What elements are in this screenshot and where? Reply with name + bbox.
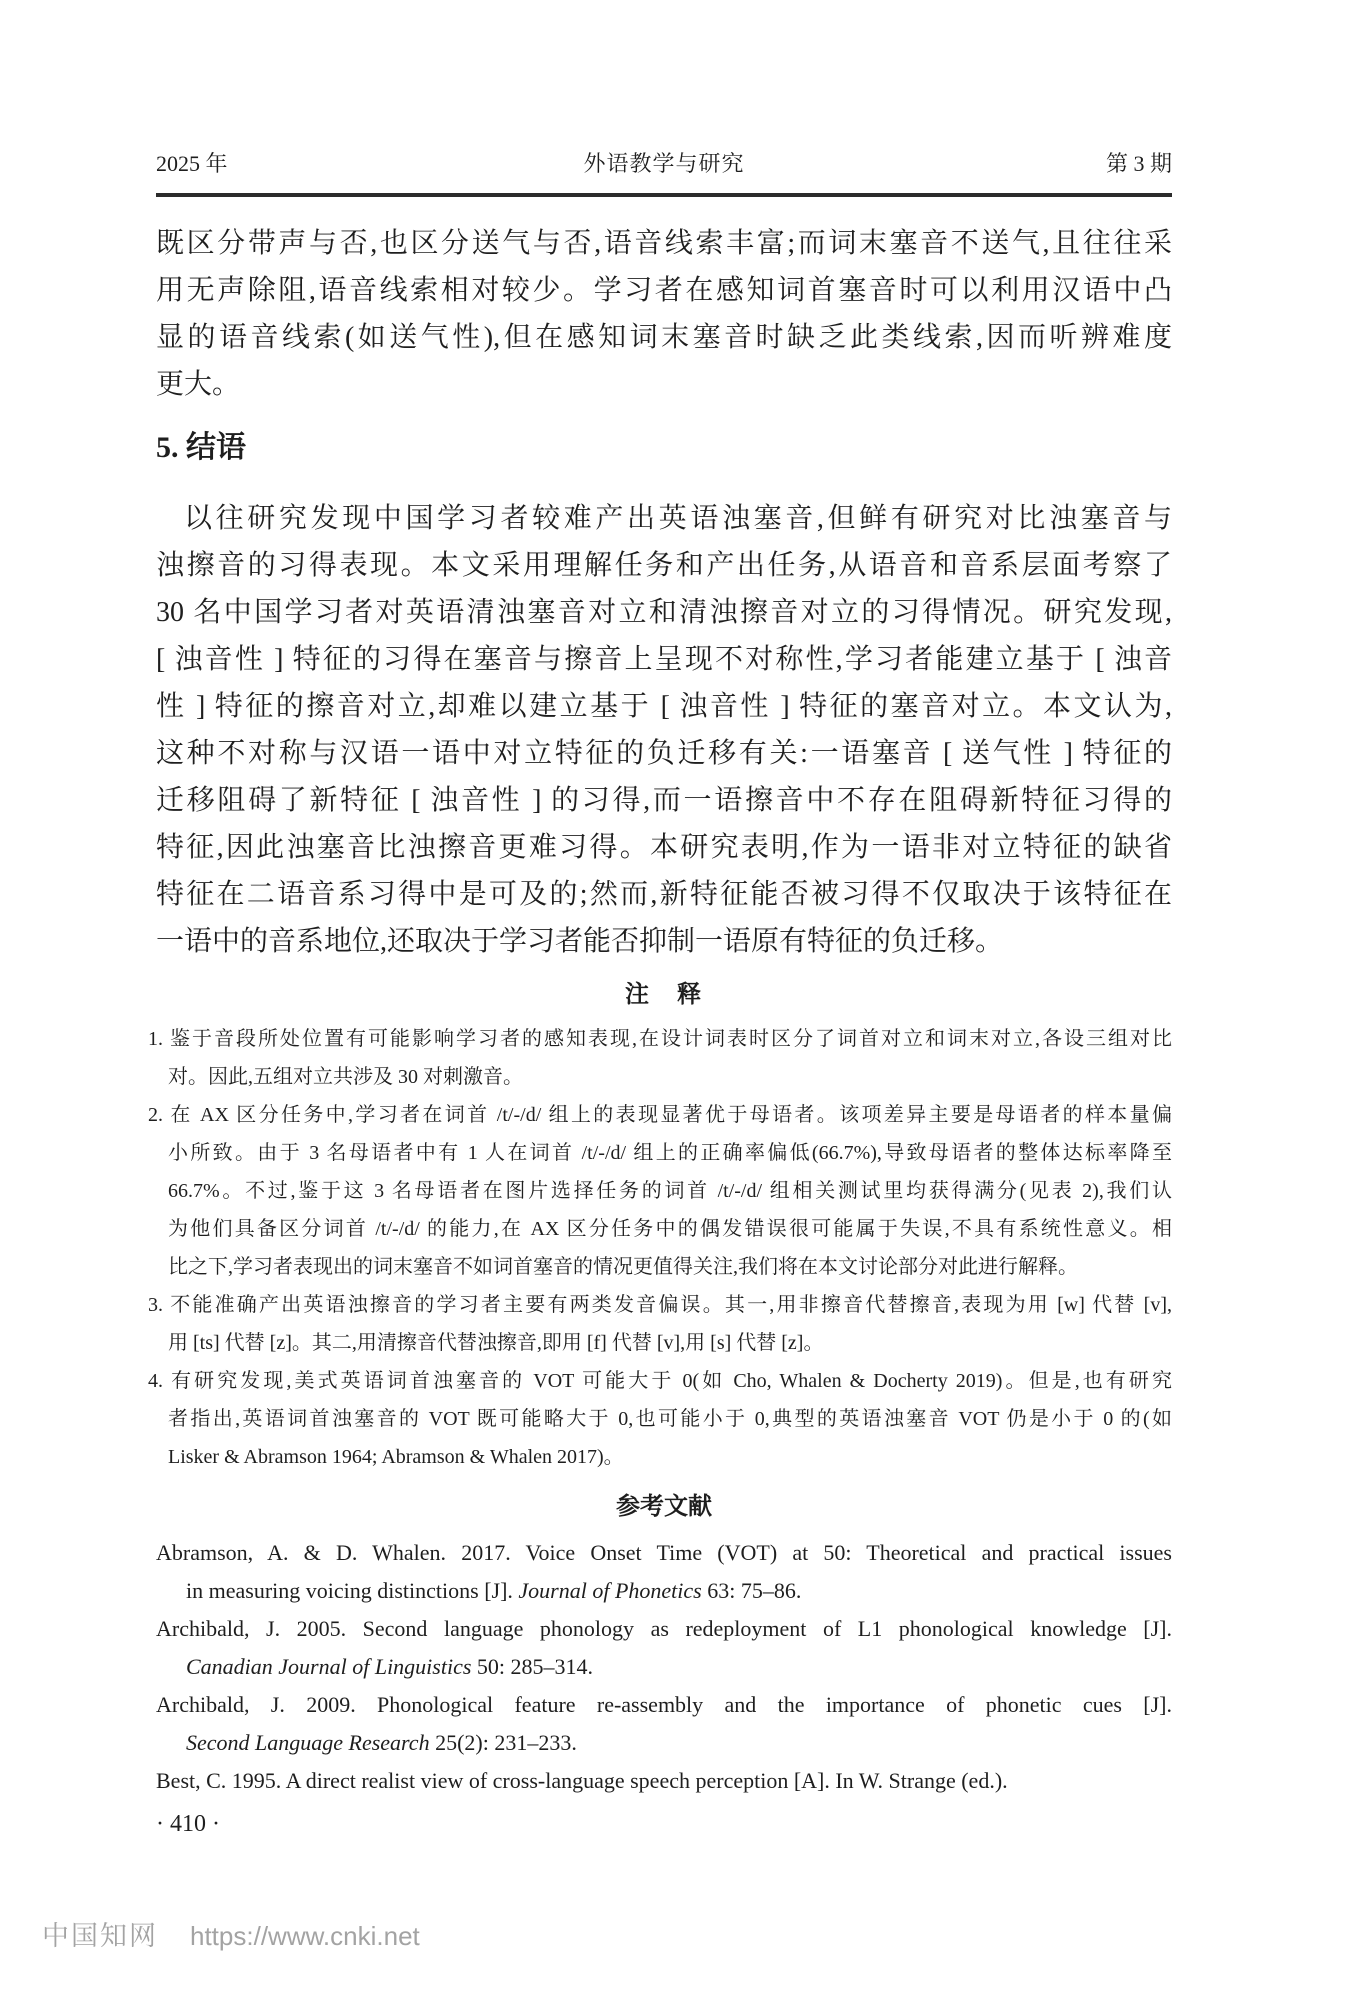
- references-list: [156, 1534, 1172, 1800]
- header-journal-title: 外语教学与研究: [583, 151, 745, 176]
- note-item-2: [148, 1096, 1172, 1286]
- text-line: 66.7%。不过,鉴于这 3 名母语者在图片选择任务的词首 /t/-/d/ 组相关测试里均获得满分(见表 2),我们认: [168, 1180, 1172, 1202]
- reference-entry-1: [156, 1534, 1172, 1610]
- text-line: 4. 有研究发现,美式英语词首浊塞音的 VOT 可能大于 0(如 Cho, Whalen & Docherty 2019)。但是,也有研究: [148, 1370, 1172, 1392]
- text-line: 显的语音线索(如送气性),但在感知词末塞音时缺乏此类线索,因而听辨难度: [156, 322, 1172, 353]
- notes-heading: 注 释: [625, 982, 703, 1008]
- cnki-url: https://www.cnki.net: [190, 1921, 420, 1951]
- reference-entry-3: [156, 1686, 1172, 1762]
- text-line: Lisker & Abramson 1964; Abramson & Whalen 2017)。: [168, 1446, 624, 1468]
- carryover-paragraph: [156, 220, 1172, 408]
- text-line: 用 [ts] 代替 [z]。其二,用清擦音代替浊擦音,即用 [f] 代替 [v],用 [s] 代替 [z]。: [168, 1332, 824, 1354]
- header-issue: 第 3 期: [1105, 151, 1172, 176]
- text-line: 1. 鉴于音段所处位置有可能影响学习者的感知表现,在设计词表时区分了词首对立和词末对立,各设三组对比: [148, 1028, 1172, 1050]
- text-line: [ 浊音性 ] 特征的习得在塞音与擦音上呈现不对称性,学习者能建立基于 [ 浊音: [156, 644, 1172, 675]
- reference-entry-4: [156, 1762, 1172, 1800]
- page-header: [156, 150, 1172, 178]
- text-line: 以往研究发现中国学习者较难产出英语浊塞音,但鲜有研究对比浊塞音与: [184, 503, 1172, 534]
- note-item-1: [148, 1020, 1172, 1096]
- text-line: 更大。: [156, 369, 241, 400]
- text-line: 30 名中国学习者对英语清浊塞音对立和清浊擦音对立的习得情况。研究发现,: [156, 597, 1172, 628]
- text-line: 既区分带声与否,也区分送气与否,语音线索丰富;而词末塞音不送气,且往往采: [156, 228, 1172, 259]
- notes-list: [148, 1020, 1172, 1476]
- text-line: 者指出,英语词首浊塞音的 VOT 既可能略大于 0,也可能小于 0,典型的英语浊塞音 VOT 仍是小于 0 的(如: [168, 1408, 1172, 1430]
- text-line: 比之下,学习者表现出的词末塞音不如词首塞音的情况更值得关注,我们将在本文讨论部分对此进行解释。: [168, 1256, 1078, 1278]
- text-line: 性 ] 特征的擦音对立,却难以建立基于 [ 浊音性 ] 特征的塞音对立。本文认为,: [156, 691, 1172, 722]
- text-line: Archibald, J. 2009. Phonological feature re-assembly and the importance of phonetic cues [J].: [156, 1692, 1172, 1717]
- text-line: 用无声除阻,语音线索相对较少。学习者在感知词首塞音时可以利用汉语中凸: [156, 275, 1172, 306]
- conclusion-paragraph: [156, 495, 1172, 965]
- header-rule: [156, 193, 1172, 197]
- text-line: 对。因此,五组对立共涉及 30 对刺激音。: [168, 1066, 523, 1088]
- text-line: 浊擦音的习得表现。本文采用理解任务和产出任务,从语音和音系层面考察了: [156, 550, 1172, 581]
- section-heading: 5. 结语: [156, 431, 246, 464]
- text-line: 迁移阻碍了新特征 [ 浊音性 ] 的习得,而一语擦音中不存在阻碍新特征习得的: [156, 785, 1172, 816]
- cnki-watermark: [42, 1914, 420, 1953]
- cnki-logo-text: 中国知网: [42, 1921, 158, 1951]
- text-line: 小所致。由于 3 名母语者中有 1 人在词首 /t/-/d/ 组上的正确率偏低(66.7%),导致母语者的整体达标率降至: [168, 1142, 1172, 1164]
- references-heading: 参考文献: [616, 1494, 712, 1520]
- text-line: Archibald, J. 2005. Second language phonology as redeployment of L1 phonological knowledge [J].: [156, 1616, 1172, 1641]
- text-line: 特征,因此浊塞音比浊擦音更难习得。本研究表明,作为一语非对立特征的缺省: [156, 832, 1172, 863]
- text-line: Abramson, A. & D. Whalen. 2017. Voice Onset Time (VOT) at 50: Theoretical and practical issues: [156, 1540, 1172, 1565]
- text-line: in measuring voicing distinctions [J]. Journal of Phonetics 63: 75–86.: [186, 1578, 802, 1603]
- text-line: 2. 在 AX 区分任务中,学习者在词首 /t/-/d/ 组上的表现显著优于母语者。该项差异主要是母语者的样本量偏: [148, 1104, 1172, 1126]
- note-item-3: [148, 1286, 1172, 1362]
- header-year: 2025 年: [156, 151, 228, 176]
- text-line: 一语中的音系地位,还取决于学习者能否抑制一语原有特征的负迁移。: [156, 926, 1004, 957]
- reference-entry-2: [156, 1610, 1172, 1686]
- note-item-4: [148, 1362, 1172, 1476]
- text-line: Second Language Research 25(2): 231–233.: [186, 1730, 577, 1755]
- text-line: Best, C. 1995. A direct realist view of cross-language speech perception [A]. In W. Strange (ed.).: [156, 1768, 1008, 1793]
- text-line: Canadian Journal of Linguistics 50: 285–314.: [186, 1654, 594, 1679]
- page-number: · 410 ·: [156, 1811, 220, 1837]
- text-line: 为他们具备区分词首 /t/-/d/ 的能力,在 AX 区分任务中的偶发错误很可能属于失误,不具有系统性意义。相: [168, 1218, 1172, 1240]
- text-line: 3. 不能准确产出英语浊擦音的学习者主要有两类发音偏误。其一,用非擦音代替擦音,表现为用 [w] 代替 [v],: [148, 1294, 1172, 1316]
- text-line: 特征在二语音系习得中是可及的;然而,新特征能否被习得不仅取决于该特征在: [156, 879, 1172, 910]
- text-line: 这种不对称与汉语一语中对立特征的负迁移有关:一语塞音 [ 送气性 ] 特征的: [156, 738, 1172, 769]
